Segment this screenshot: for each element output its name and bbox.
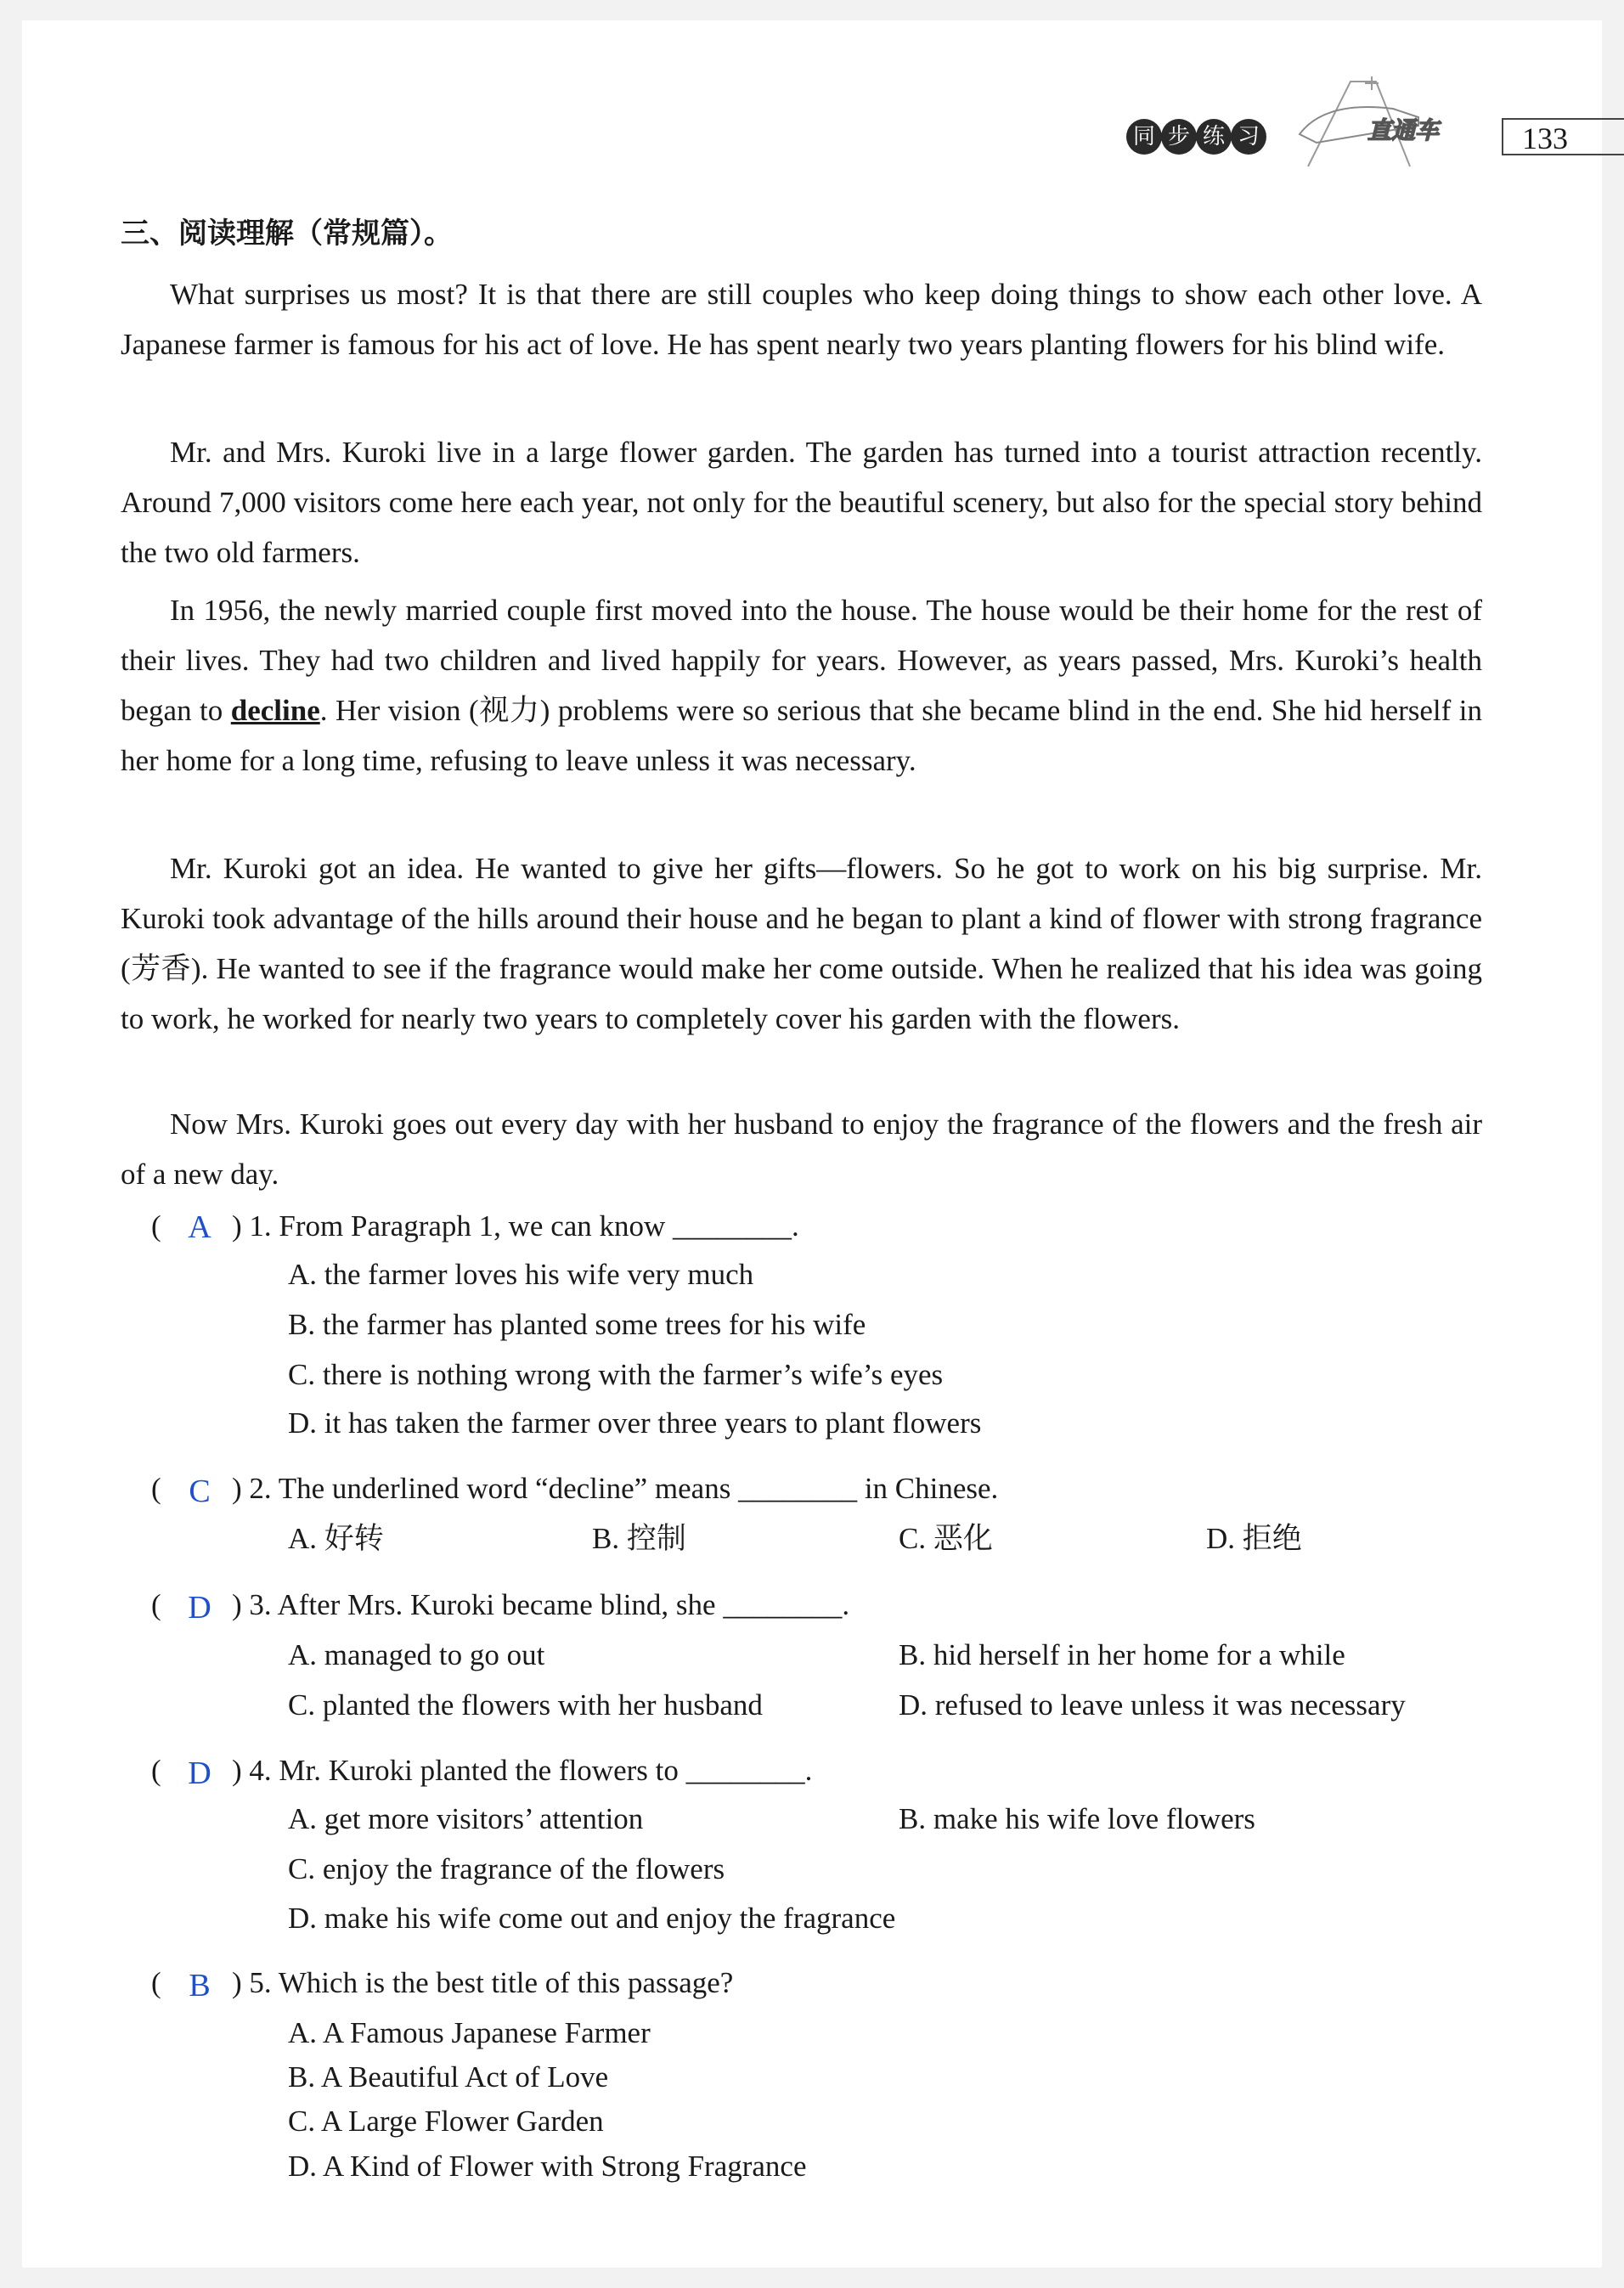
open-paren: ( <box>151 1754 161 1787</box>
sync-practice-badge <box>1126 119 1266 155</box>
q1-option-a: A. the farmer loves his wife very much <box>288 1258 754 1291</box>
q1-option-c: C. there is nothing wrong with the farmer’s wife’s eyes <box>288 1358 944 1391</box>
q2-option-a: A. 好转 <box>288 1522 384 1555</box>
passage-paragraph-1: What surprises us most? It is that there are still couples who keep doing things to show each other love. A Japanese farmer is famous for his act of love. He has spent nearly two years planting flowers for his blind wife. <box>121 278 1482 361</box>
passage-paragraph-4: Mr. Kuroki got an idea. He wanted to give her gifts—flowers. So he got to work on his big surprise. Mr. Kuroki took advantage of the hills around their house and he began to plant a kind of flower with strong fragrance (芳香). He wanted to see if the fragrance would make her come outside. When he realized that his idea was going to work, he worked for nearly two years to completely cover his garden with the flowers. <box>121 852 1482 1035</box>
paragraph-text: . Her vision (视力) problems were so serious that she became blind in the end. She hid herself in her home for a long time, refusing to leave unless it was necessary. <box>121 694 1482 777</box>
q5-option-c: C. A Large Flower Garden <box>288 2105 604 2138</box>
answer-2: C <box>189 1474 211 1509</box>
q2-option-d: D. 拒绝 <box>1206 1522 1302 1555</box>
answer-4: D <box>188 1755 211 1791</box>
badge-char: 练 <box>1196 119 1232 155</box>
badge-char: 习 <box>1231 119 1266 155</box>
answer-1: A <box>188 1209 211 1245</box>
q3-option-d: D. refused to leave unless it was necessary <box>899 1688 1406 1722</box>
open-paren: ( <box>151 1966 161 1999</box>
paragraph-text: In 1956, the newly married couple first moved into the house. The house would be their home for the rest of their lives. They had two children and lived happily for years. However, as years passed, Mrs. Kuroki’s health began to <box>121 594 1482 727</box>
open-paren: ( <box>151 1588 161 1621</box>
question-3-stem: ) 3. After Mrs. Kuroki became blind, she ________. <box>232 1588 850 1621</box>
q3-option-b: B. hid herself in her home for a while <box>899 1638 1345 1671</box>
underlined-word: decline <box>230 694 320 727</box>
logo-text: 直通车 <box>1367 116 1440 144</box>
q1-option-d: D. it has taken the farmer over three years to plant flowers <box>288 1406 982 1440</box>
q3-option-a: A. managed to go out <box>288 1638 545 1671</box>
question-1-stem: ) 1. From Paragraph 1, we can know ________. <box>232 1209 799 1243</box>
q3-option-c: C. planted the flowers with her husband <box>288 1688 763 1722</box>
q1-option-b: B. the farmer has planted some trees for his wife <box>288 1308 866 1341</box>
q4-option-a: A. get more visitors’ attention <box>288 1802 644 1835</box>
page-number: 133 <box>1502 118 1624 155</box>
open-paren: ( <box>151 1472 161 1505</box>
passage-paragraph-5: Now Mrs. Kuroki goes out every day with her husband to enjoy the fragrance of the flowers and the fresh air of a new day. <box>121 1107 1482 1191</box>
question-5-stem: ) 5. Which is the best title of this passage? <box>232 1966 734 1999</box>
section-title: 三、阅读理解（常规篇）。 <box>121 217 453 251</box>
answer-5: B <box>189 1968 211 2003</box>
passage-paragraph-3 <box>121 585 1482 786</box>
q5-option-a: A. A Famous Japanese Farmer <box>288 2016 651 2049</box>
q4-option-b: B. make his wife love flowers <box>899 1802 1255 1835</box>
question-2-stem: ) 2. The underlined word “decline” means ________ in Chinese. <box>232 1472 999 1505</box>
passage-paragraph-2: Mr. and Mrs. Kuroki live in a large flower garden. The garden has turned into a tourist attraction recently. Around 7,000 visitors come here each year, not only for the beautiful scenery, but also for the special story behind the two old farmers. <box>121 436 1482 569</box>
question-4-stem: ) 4. Mr. Kuroki planted the flowers to ________. <box>232 1754 813 1787</box>
q4-option-d: D. make his wife come out and enjoy the fragrance <box>288 1902 896 1935</box>
badge-char: 步 <box>1161 119 1197 155</box>
q4-option-c: C. enjoy the fragrance of the flowers <box>288 1852 725 1885</box>
a-plus-train-logo <box>1291 75 1461 168</box>
q2-option-c: C. 恶化 <box>899 1522 993 1555</box>
badge-char: 同 <box>1126 119 1162 155</box>
q2-option-b: B. 控制 <box>592 1522 686 1555</box>
open-paren: ( <box>151 1209 161 1243</box>
q5-option-d: D. A Kind of Flower with Strong Fragrance <box>288 2150 807 2183</box>
q5-option-b: B. A Beautiful Act of Love <box>288 2060 609 2094</box>
answer-3: D <box>188 1590 211 1626</box>
